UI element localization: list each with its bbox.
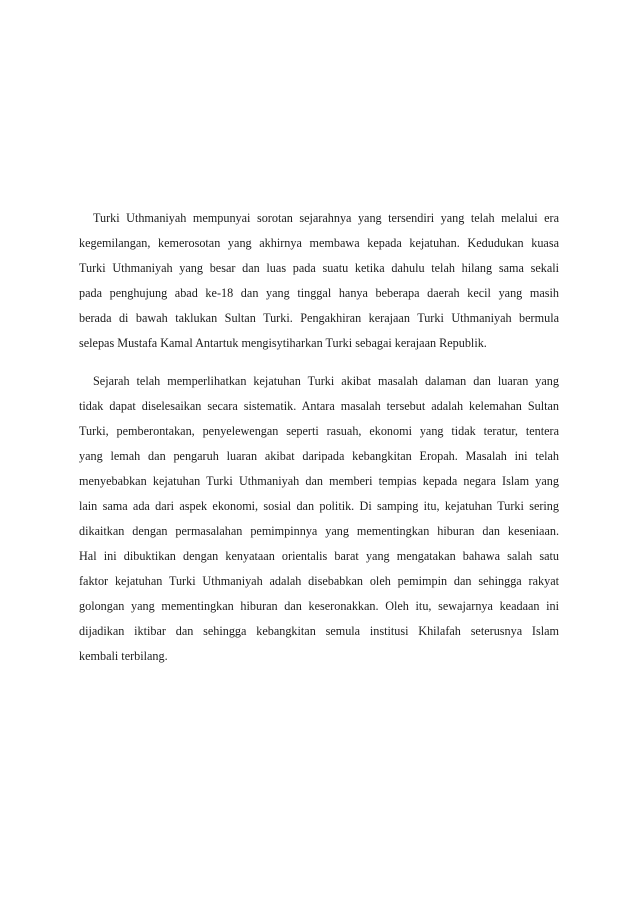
paragraph-line: Sejarah telah memperlihatkan kejatuhan Turki akibat masalah dalaman dan luaran yang (93, 374, 559, 388)
paragraph-line: selepas Mustafa Kamal Antartuk mengisytiharkan Turki sebagai kerajaan Republik. (79, 336, 487, 350)
paragraph-line: Hal ini dibuktikan dengan kenyataan orientalis barat yang mengatakan bahawa salah satu (79, 549, 559, 563)
paragraph-line: kembali terbilang. (79, 649, 168, 663)
paragraph-line: berada di bawah taklukan Sultan Turki. Pengakhiran kerajaan Turki Uthmaniyah bermula (79, 311, 559, 325)
paragraph-line: dikaitkan dengan permasalahan pemimpinnya yang mementingkan hiburan dan keseniaan. (79, 524, 559, 538)
paragraph-line: lain sama ada dari aspek ekonomi, sosial dan politik. Di samping itu, kejatuhan Turki sering (79, 499, 559, 513)
paragraph-line: kegemilangan, kemerosotan yang akhirnya membawa kepada kejatuhan. Kedudukan kuasa (79, 236, 559, 250)
paragraph-line: pada penghujung abad ke-18 dan yang tinggal hanya beberapa daerah kecil yang masih (79, 286, 559, 300)
paragraph-line: tidak dapat diselesaikan secara sistematik. Antara masalah tersebut adalah kelemahan Sultan (79, 399, 559, 413)
paragraph-line: golongan yang mementingkan hiburan dan keseronakkan. Oleh itu, sewajarnya keadaan ini (79, 599, 559, 613)
paragraph-line: menyebabkan kejatuhan Turki Uthmaniyah dan memberi tempias kepada negara Islam yang (79, 474, 559, 488)
paragraph-line: faktor kejatuhan Turki Uthmaniyah adalah disebabkan oleh pemimpin dan sehingga rakyat (79, 574, 559, 588)
paragraph-line: Turki Uthmaniyah yang besar dan luas pada suatu ketika dahulu telah hilang sama sekali (79, 261, 559, 275)
paragraph-line: yang lemah dan pengaruh luaran akibat daripada kebangkitan Eropah. Masalah ini telah (79, 449, 559, 463)
paragraph-line: Turki, pemberontakan, penyelewengan seperti rasuah, ekonomi yang tidak teratur, tentera (79, 424, 559, 438)
paragraph-line: Turki Uthmaniyah mempunyai sorotan sejarahnya yang tersendiri yang telah melalui era (93, 211, 559, 225)
paragraph-line: dijadikan iktibar dan sehingga kebangkitan semula institusi Khilafah seterusnya Islam (79, 624, 559, 638)
